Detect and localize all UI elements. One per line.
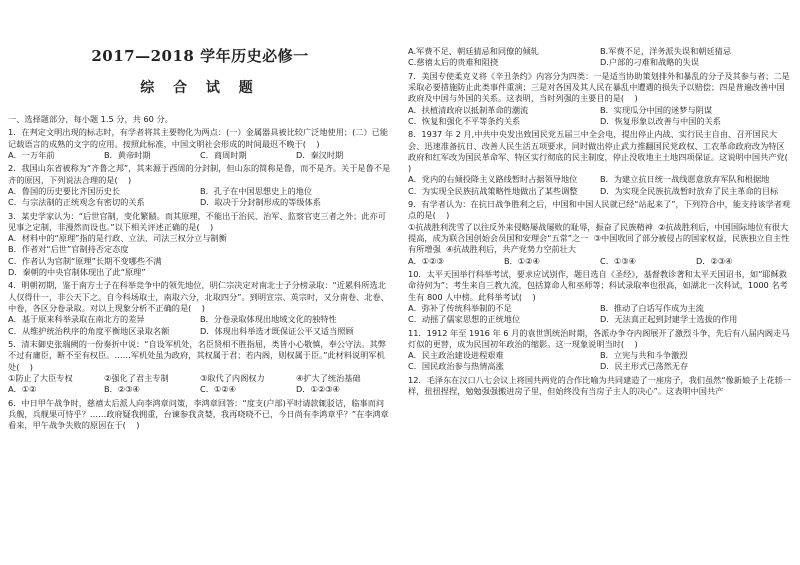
- option: B．为建立抗日统一战线愿意放弃军队和根据地: [600, 174, 770, 185]
- option: B．分卷录取体现出地域文化的独特性: [200, 314, 337, 325]
- section-heading: 一、选择题部分，每小题 1.5 分，共 60 分。: [8, 114, 173, 124]
- question-10-options-row1: [408, 303, 792, 314]
- option: B．推动了白话写作成为主流: [600, 302, 704, 313]
- option: C．动摇了儒家思想的正统地位: [408, 314, 521, 325]
- option: C．国民政治参与热情高涨: [408, 361, 504, 372]
- option: B．实现瓜分中国的迷梦与阴谋: [600, 104, 713, 115]
- question-2: 2．我国山东省被称为“齐鲁之邦”，其来源于西周的分封制，但山东的简称是鲁，而不是齐。关于是鲁不是齐的原因，下列说法合理的是( ): [8, 163, 391, 185]
- option: D．体现出科举选才既保证公平又适当照顾: [200, 325, 354, 336]
- statement: ③取代了内阁权力: [200, 372, 265, 383]
- option: C．为实现全民族抗战策略性地做出了某些调整: [408, 185, 578, 196]
- option: B．①②④: [504, 255, 540, 266]
- option: C．恢复和强化不平等条约关系: [408, 115, 521, 126]
- question-7-options-row2: [408, 116, 792, 127]
- option: A．①②: [8, 384, 37, 395]
- option: D．取决于分封制形成的等级体系: [200, 197, 321, 208]
- option: B．黄帝时期: [104, 149, 151, 160]
- option: D．①②③④: [296, 384, 340, 395]
- question-12: 12．毛泽东在汉口八七会议上将国共两党的合作比喻为共同建造了一座房子，我们虽然“像新娘子上花轿一样，扭扭捏捏，勉勉强强搬进房子里，但始终没有当房子主人的决心”。这表明中国共产: [408, 374, 792, 397]
- exam-subtitle: 综 合 试 题: [140, 79, 260, 96]
- option: A．材料中的“原理”指的是行政、立法、司法三权分立与制衡: [8, 233, 227, 244]
- question-10: 10．太平天国举行科举考试，要求应试别作，题目选自《圣经》，基督教诊著和太平天国诏书，如“耶稣救命待何为”；考生来自三教九流，包括算命人和巫师等；科试录取率也很高，如湖北一次科试，1000 名考生有 800 人中榜。此科举考试( ): [408, 268, 788, 302]
- option: D.户部的刁难和战略的失误: [600, 57, 699, 68]
- option: D．②③④: [696, 255, 733, 266]
- option: C．作者认为官制“原理”长期不变哪些不满: [8, 255, 162, 266]
- option: A．基于原来科举录取在南北方的差异: [8, 314, 145, 325]
- question-8-options-row1: [408, 174, 792, 185]
- option: A．弥补了传统科举制的不足: [408, 302, 512, 313]
- question-8-options-row2: [408, 186, 792, 197]
- option: A．民主政治建设进程艰难: [408, 350, 504, 361]
- option: B．立宪与共和斗争激烈: [600, 350, 688, 361]
- question-7-options-row1: [408, 105, 792, 116]
- option: C．①②④: [200, 384, 236, 395]
- option: A．一万年前: [8, 149, 55, 160]
- question-6-options: [408, 46, 792, 69]
- question-6-options-row1: [408, 46, 792, 57]
- question-4-options-row2: [8, 326, 392, 337]
- question-1-options: [8, 150, 392, 161]
- option: C．从维护统治秩序的角度平衡地区录取名额: [8, 325, 170, 336]
- option: A．党内的右倾投降主义路线暂时占据领导地位: [408, 174, 578, 185]
- option: A．鲁国的历史要比齐国历史长: [8, 185, 121, 196]
- option: A．扶植清政府以抵制革命的潮流: [408, 104, 529, 115]
- option: B.军费不足，洋务派失误和朝廷猜忌: [600, 46, 732, 56]
- question-11: 11．1912 年至 1916 年 6 月的袁世凯统治时期，各派办争夺内阁展开了激烈斗争，先后有八届内阁走马灯似的更替，成为民国初年政治的缩影。这一现象说明当时( ): [408, 327, 790, 349]
- option: B．孔子在中国思想史上的地位: [200, 185, 313, 196]
- option: C．商周时期: [200, 149, 247, 160]
- option: D．为实现全民族抗战暂时放弃了民主革命的目标: [600, 185, 779, 196]
- question-2-options-row1: [8, 186, 392, 197]
- exam-title: 2017—2018 学年历史必修一: [91, 47, 309, 65]
- question-9: 9．有学者认为：在抗日战争胜利之后，中国和中国人民就已经“站起来了”，下列符合中，能支持该学者观点的是( ): [408, 199, 791, 221]
- question-3: 3．某史学家认为：“后世官制，变化繁赜。而其原理，不能出于治民、治军、监察官吏三者之外；此亦可见事之定制，非漫然而设也。”以下相关评述正确的是( ): [8, 210, 386, 232]
- option: D．秦朝的中央官制体现出了此“原理”: [8, 267, 146, 278]
- question-11-options-row2: [408, 361, 792, 372]
- question-5-statements: [8, 373, 392, 384]
- question-1: 1．在判定文明出现的标志时，有学者将其主要物化为两点：(一）金属器具被比较广泛地使用；(二）已能记载语言的成熟的文字的应用。按照此标准，中国文明社会形成的时间最迟不晚于( ): [8, 127, 389, 149]
- question-7: 7．美国专使柔克义将《辛丑条约》内容分为四类：一是适当协助策划排外和暴乱的分子及其参与者；二是采取必要措施防止此类事件重演；三是对各国及其人民在暴乱中遭遇的损失予以赔偿；四是普遍改善中国政府及中国与外国的关系。这表明，当时列强的主要目的是( ): [408, 70, 790, 104]
- statement: ④扩大了统治基础: [296, 372, 361, 383]
- option: A．①②③: [408, 255, 444, 266]
- question-6-options-row2: [408, 57, 792, 68]
- question-9-statements: ①抗战胜利洗雪了以往反外来侵略屡战屡败的耻辱，振奋了民族精神 ②抗战胜利后，中国国际地位有很大提高，成为联合国创始会员国和安理会“五常”之一 ③中国收回了部分被侵占的国家权益，民族独立自主性有所增强 ④抗战胜利后，共产党势力空前壮大: [408, 221, 790, 255]
- question-9-options: [408, 256, 792, 267]
- option: D．民主形式已荡然无存: [600, 361, 689, 372]
- right-column: [408, 0, 799, 565]
- question-10-options-row2: [408, 314, 792, 325]
- question-4: 4．明朝初期，鉴于南方士子在科举竞争中的领先地位，明仁宗决定对南北士子分榜录取：“近累科所选北人仅得什一，非公天下之。自今科场取士，南取六分，北取四分”。到明宣宗、英宗时，又分南卷、北卷、中卷，各区分卷录取。对以上现象分析不正确的是( ): [8, 280, 389, 313]
- question-2-options-row2: [8, 197, 392, 208]
- left-column: [8, 0, 392, 565]
- question-4-options-row1: [8, 314, 392, 325]
- option: C.慈禧太后的贵难和阻挠: [408, 57, 499, 68]
- question-5: 5．清末御史张瑞阙的一份奏折中说：“自设军机处，名臣贤相不胜指屈，类皆小心敬慎，奉公守法。其弊不过有庸臣，断不至有权臣。……军机处虽为政府，其权属于君；若内阁，则权属于臣。”此材料说明军机处( ): [8, 338, 386, 372]
- option: D．秦汉时期: [296, 149, 344, 160]
- question-11-options-row1: [408, 350, 792, 361]
- option: C．①③④: [600, 255, 636, 266]
- question-8: 8．1937 年 2 月,中共中央发出致国民党五届三中全会电，提出停止内战、实行民主自由、召开国民大会、迅速准备抗日、改善人民生活五项要求，同时做出停止武力推翻国民党政权、工农革命政府改为特区政府和红军改为国民革命军、特区实行彻底的民主制度，停止没收地主土地四项保证。这说明中国共产党( ): [408, 129, 799, 174]
- option: B．作者对“后世”官制持否定态度: [8, 244, 129, 255]
- question-5-options: [8, 384, 392, 395]
- option: C．与宗法制的正统观念有密切的关系: [8, 197, 145, 208]
- option: D．恢复形象以改善与中国的关系: [600, 115, 721, 126]
- option: A.军费不足、朝廷猜忌和同僚的倾轧: [408, 46, 539, 56]
- question-6: 6．中日甲午战争时，慈禧太后派人向李鸿章问策，李鸿章回答：“度支(户部)平时请款辄驳诘，临事而问兵舰，兵舰果可恃乎？……政府疑我拥重，台谏参我贪婪，我再哓哓不已，今日尚有李鸿章乎？”在李鸿章看来，甲午战争失败的原因在于( ): [8, 397, 389, 431]
- statement: ②强化了君主专制: [104, 372, 169, 383]
- statement: ①防止了大臣专权: [8, 372, 73, 383]
- option: D．无法真正起到封建学士选拔的作用: [600, 314, 738, 325]
- option: B．②③④: [104, 384, 140, 395]
